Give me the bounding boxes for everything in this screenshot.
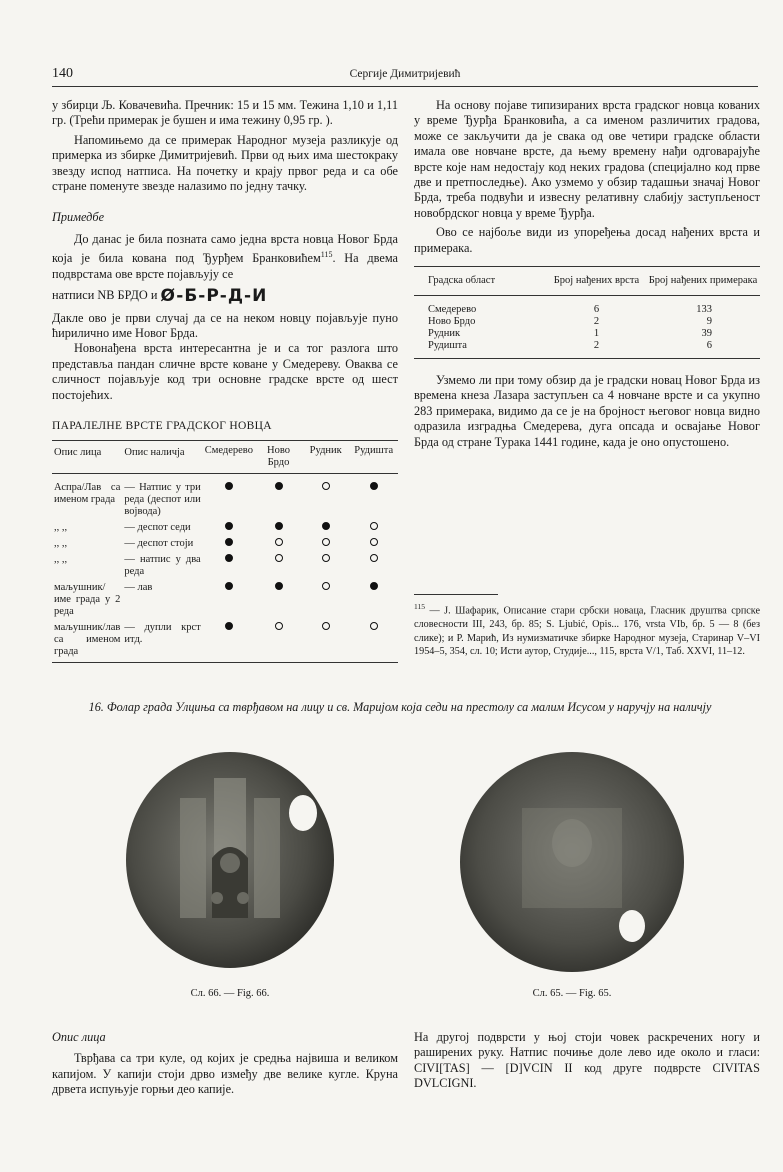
area-cell: Рудник	[428, 328, 461, 340]
obverse-cell: Аспра/Лав са именом града	[54, 482, 121, 506]
table-row	[414, 316, 760, 328]
right-column	[414, 98, 760, 450]
empty-circle-icon	[322, 622, 330, 630]
section-heading: Опис лица	[52, 1030, 106, 1044]
presence-cell	[255, 550, 302, 578]
presence-cell	[255, 578, 302, 618]
filled-circle-icon	[225, 622, 233, 630]
table-row	[52, 518, 398, 534]
filled-circle-icon	[275, 582, 283, 590]
col-header: Рудник	[309, 445, 342, 457]
presence-cell	[302, 534, 349, 550]
presence-cell	[203, 550, 255, 578]
table-row	[414, 340, 760, 359]
presence-cell	[255, 618, 302, 663]
dash: —	[124, 582, 135, 594]
types-cell: 1	[593, 328, 600, 340]
reverse-cell	[122, 578, 202, 618]
empty-circle-icon	[275, 538, 283, 546]
table-body	[414, 296, 760, 359]
obverse-cell: ,, ,,	[54, 554, 68, 566]
table-row	[414, 296, 760, 317]
presence-cell	[203, 578, 255, 618]
bottom-left-column	[52, 1030, 398, 1098]
reverse-text: деспот седи	[137, 522, 191, 534]
dash: —	[124, 554, 135, 566]
table-row	[52, 534, 398, 550]
filled-circle-icon	[370, 582, 378, 590]
paragraph: На другој подврсти у њој стоји човек раскречених ногу и раширених руку. Натпис почиње доле лево иде около и гласи: CIVI[TAS] — [D]VCIN II код друге подврсте CIVITAS DVLCIGNI.	[414, 1030, 760, 1091]
paragraph: Новонађена врста интересантна је и са тог разлога што представља пандан сличне врсте коване у Смедереву. Оваква се сличност појављује код три основне градске врсте од шест постојећих.	[52, 341, 398, 402]
obverse-cell: маљушник/лав са именом града	[54, 622, 121, 658]
presence-cell	[302, 618, 349, 663]
empty-circle-icon	[370, 622, 378, 630]
parallel-types-table	[52, 440, 398, 663]
reverse-text: деспот стоји	[137, 538, 194, 550]
reverse-text: дупли крст итд.	[124, 622, 201, 646]
reverse-text: натпис у два реда	[124, 554, 201, 578]
left-column	[52, 98, 398, 663]
footnote	[414, 600, 760, 659]
paragraph: Тврђава са три куле, од којих је средња највиша и великом капијом. У капији стоји дрво између две велике кугле. Круна дрвета испуњује горњи део капије.	[52, 1051, 398, 1097]
bottom-right-column	[414, 1030, 760, 1092]
presence-cell	[203, 618, 255, 663]
presence-cell	[255, 474, 302, 519]
empty-circle-icon	[322, 482, 330, 490]
reverse-cell	[122, 474, 202, 519]
filled-circle-icon	[225, 538, 233, 546]
specimens-cell: 39	[701, 328, 712, 340]
empty-circle-icon	[370, 538, 378, 546]
area-cell: Ново Брдо	[428, 316, 476, 328]
paragraph: На основу појаве типизираних врста градског новца кованих у време Ђурђа Бранковића, а са именом различитих градова, може се закључити да је свака од ове четири градске области имала ове новчане врсте, да њему времену нађи одговарајуће врсте које нам недостају код неких градова (специјално код прве две и претпоследње). Ако узмемо у обзир тадашњи значај Новог Брда, треба подвући и извесну релативну слабију заступљеност новобрдског новца у време Ђурђа.	[414, 98, 760, 220]
types-cell: 2	[593, 340, 600, 352]
empty-circle-icon	[370, 522, 378, 530]
area-cell: Рудишта	[428, 340, 467, 352]
table-row	[52, 578, 398, 618]
reverse-text: Натпис у три реда (деспот или војвода)	[124, 482, 201, 518]
area-cell: Смедерево	[428, 304, 477, 316]
empty-circle-icon	[322, 554, 330, 562]
filled-circle-icon	[275, 522, 283, 530]
types-cell: 6	[593, 304, 600, 316]
col-header: Смедерево	[204, 445, 253, 457]
page-number: 140	[52, 66, 73, 81]
empty-circle-icon	[275, 554, 283, 562]
finds-table	[414, 266, 760, 359]
reverse-text: лав	[137, 582, 153, 594]
presence-cell	[302, 550, 349, 578]
specimens-cell: 9	[706, 316, 712, 328]
empty-circle-icon	[322, 538, 330, 546]
coin-reverse-image	[452, 748, 692, 978]
paragraph: Узмемо ли при тому обзир да је градски новац Новог Брда из времена кнеза Лазара заступљен са 4 новчане врсте и са укупно 283 примерака, видимо да се је на бројност његовог новца видно одразила изградња Смедерева, дуга опсада и освајање Новог Брда од стране Турака 1441 године, када је оно опустошено.	[414, 373, 760, 449]
presence-cell	[302, 474, 349, 519]
table-row	[52, 474, 398, 519]
reverse-cell	[122, 534, 202, 550]
footnote-ref: 115	[320, 250, 333, 260]
specimens-cell: 133	[696, 304, 712, 316]
legend-line	[52, 286, 398, 307]
paragraph	[52, 232, 398, 282]
footnote-text: — J. Шафарик, Описание стари србски новаца, Гласник друштва српске словесности III, 243, бр. 85; S. Ljubić, Opis... 176, vrsta VIb, бр. 5 — 8 (без слике); и Р. Марић, Из нумизматичке збирке Народног музеја, Старинар V–VI 1954–5, 354, сл. 10; Исти аутор, Студије..., 115, врста V/1, Таб. XXVI, 11–12.	[414, 605, 761, 658]
obverse-cell: ,, ,,	[54, 522, 68, 534]
col-header: Опис лица	[54, 447, 102, 459]
paragraph: у збирци Љ. Ковачевића. Пречник: 15 и 15 мм. Тежина 1,10 и 1,11 гр. (Трећи примерак је бушен и има тежину 0,95 гр. ).	[52, 98, 398, 128]
col-header: Број нађених врста	[553, 275, 640, 287]
figure-label-left: Сл. 66. — Fig. 66.	[190, 988, 270, 999]
table-title: ПАРАЛЕЛНЕ ВРСТЕ ГРАДСКОГ НОВЦА	[52, 420, 272, 432]
presence-cell	[302, 518, 349, 534]
filled-circle-icon	[225, 582, 233, 590]
col-header: Опис наличја	[124, 447, 185, 459]
presence-cell	[349, 518, 398, 534]
footnote-rule	[414, 594, 498, 595]
filled-circle-icon	[225, 554, 233, 562]
table-row	[52, 550, 398, 578]
figure-caption: 16. Фолар града Улциња са тврђавом на лицу и св. Маријом која седи на престолу са малим Исусом у наручју на наличју	[88, 700, 712, 714]
paragraph: Ово се најбоље види из упоређења досад нађених врста и примерака.	[414, 225, 760, 255]
paragraph-text: До данас је била позната само једна врста новца Новог Брда која је била кована под Ђурђем Бранковићем	[52, 231, 398, 266]
paragraph: Дакле ово је први случај да се на неком новцу појављује пуно ћирилично име Новог Брда.	[52, 310, 398, 340]
table-row	[52, 618, 398, 663]
running-head: Сергије Димитријевић	[349, 68, 461, 80]
coin-obverse-image	[120, 748, 340, 973]
presence-cell	[349, 474, 398, 519]
presence-cell	[349, 578, 398, 618]
filled-circle-icon	[225, 482, 233, 490]
obverse-cell: маљушник/име града у 2 реда	[54, 582, 121, 618]
presence-cell	[203, 534, 255, 550]
dash: —	[124, 522, 135, 534]
filled-circle-icon	[225, 522, 233, 530]
presence-cell	[349, 618, 398, 663]
coin-legend: Ø-Б-Р-Д-И	[160, 286, 268, 307]
empty-circle-icon	[275, 622, 283, 630]
table-header-row	[52, 441, 398, 474]
reverse-cell	[122, 550, 202, 578]
obverse-cell: ,, ,,	[54, 538, 68, 550]
table-body	[52, 474, 398, 663]
presence-cell	[255, 534, 302, 550]
section-heading: Примедбе	[52, 210, 105, 225]
table-header-row	[414, 267, 760, 296]
col-header: Градска област	[428, 275, 496, 287]
filled-circle-icon	[322, 522, 330, 530]
specimens-cell: 6	[706, 340, 712, 352]
table-row	[414, 328, 760, 340]
presence-cell	[349, 550, 398, 578]
figure-label-right: Сл. 65. — Fig. 65.	[532, 988, 612, 999]
paragraph-text: натписи NB БРДО и	[52, 288, 158, 303]
filled-circle-icon	[275, 482, 283, 490]
col-header: Рудишта	[354, 445, 394, 457]
dash: —	[124, 538, 135, 550]
presence-cell	[203, 474, 255, 519]
presence-cell	[255, 518, 302, 534]
paragraph-text: . На двема подврстама ове врсте појављују се	[52, 251, 399, 281]
page-header	[52, 64, 758, 87]
footnote-number: 115	[414, 602, 425, 611]
presence-cell	[203, 518, 255, 534]
empty-circle-icon	[322, 582, 330, 590]
col-header: Број нађених примерака	[648, 275, 758, 287]
dash: —	[124, 482, 135, 494]
presence-cell	[302, 578, 349, 618]
filled-circle-icon	[370, 482, 378, 490]
dash: —	[124, 622, 135, 634]
reverse-cell	[122, 618, 202, 663]
reverse-cell	[122, 518, 202, 534]
col-header: Ново Брдо	[267, 445, 290, 469]
types-cell: 2	[593, 316, 600, 328]
presence-cell	[349, 534, 398, 550]
empty-circle-icon	[370, 554, 378, 562]
paragraph: Напомињемо да се примерак Народног музеја разликује од примерка из збирке Димитријевић. Први од њих има шестокраку звезду испод натписа. На почетку и крају првог реда и са обе стране поменуте звезде налазимо по једну тачку.	[52, 132, 398, 194]
